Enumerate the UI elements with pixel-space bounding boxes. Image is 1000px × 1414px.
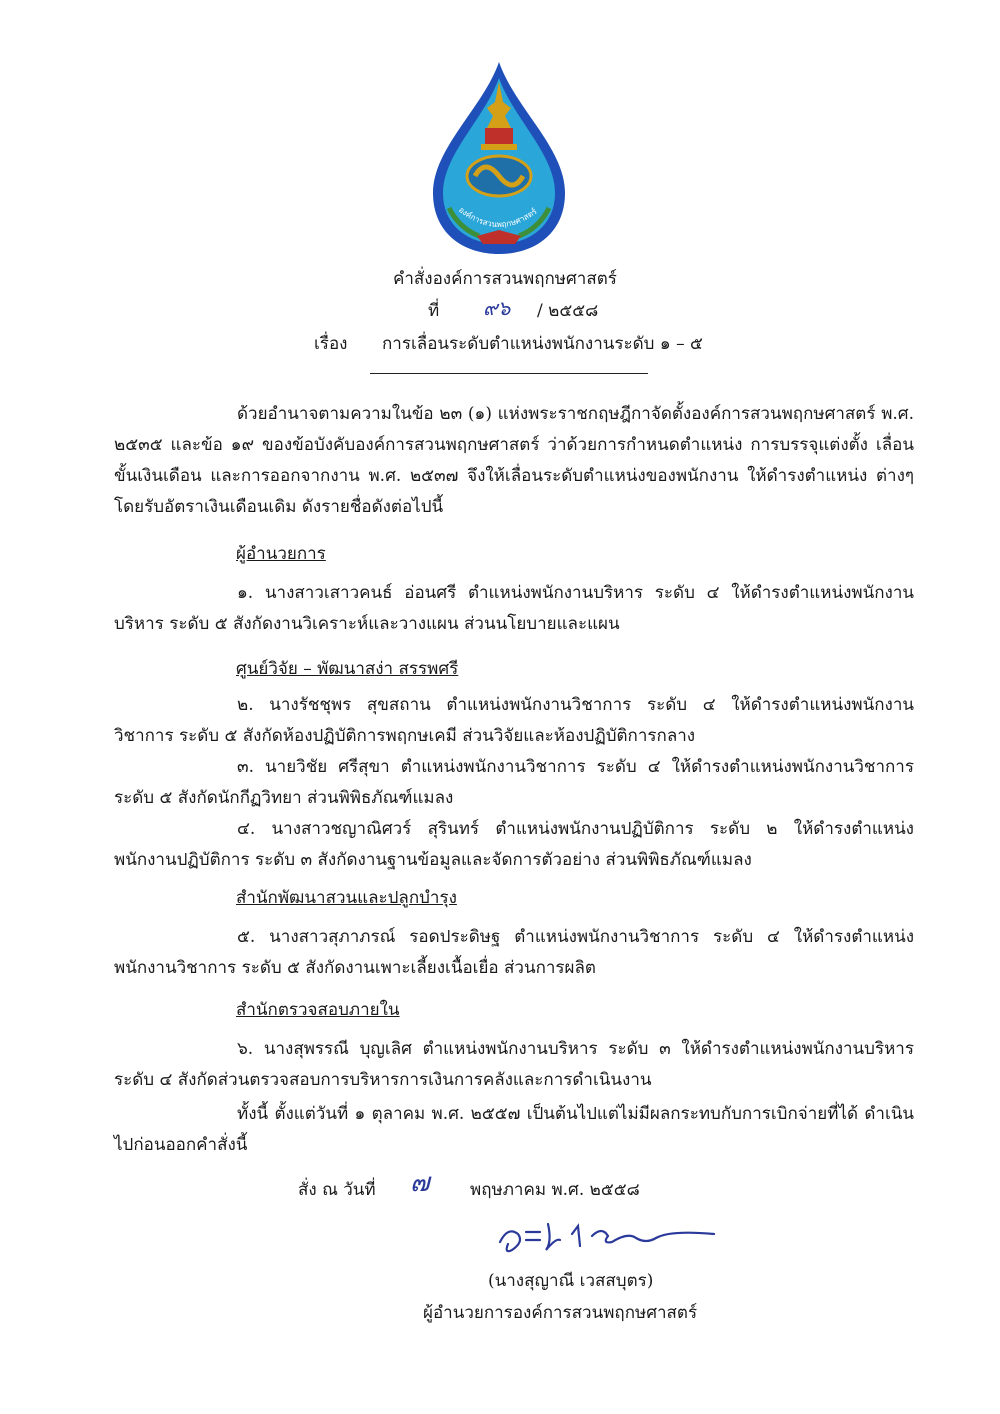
order-number-year: / ๒๕๕๘ [537, 301, 599, 321]
issued-prefix: สั่ง ณ วันที่ [298, 1180, 376, 1200]
effective-date-paragraph: ทั้งนี้ ตั้งแต่วันที่ ๑ ตุลาคม พ.ศ. ๒๕๕๗ เป็นต้นไปแต่ไม่มีผลกระทบกับการเบิกจ่ายที่ได้ ดำเนินไปก่อนออกคำสั่งนี้ [114, 1104, 914, 1155]
section-heading: ศูนย์วิจัย – พัฒนาสง่า สรรพศรี [236, 659, 459, 679]
handwritten-signature [488, 1212, 720, 1260]
preamble-paragraph: ด้วยอำนาจตามความในข้อ ๒๓ (๑) แห่งพระราชกฤษฎีกาจัดตั้งองค์การสวนพฤกษศาสตร์ พ.ศ. ๒๕๓๕ และข้อ ๑๙ ของข้อบังคับองค์การสวนพฤกษศาสตร์ ว่าด้วยการกำหนดตำแหน่ง การบรรจุแต่งตั้ง เลื่อนขั้นเงินเดือน และการออกจากงาน พ.ศ. ๒๕๓๗ จึงให้เลื่อนระดับตำแหน่งของพนักงาน ให้ดำรงตำแหน่ง ต่างๆ โดยรับอัตราเงินเดือนเดิม ดังรายชื่อดังต่อไปนี้ [114, 404, 914, 517]
issued-day-handwritten: ๗ [410, 1168, 430, 1198]
order-number-label: ที่ [428, 301, 440, 321]
signer-position: ผู้อำนวยการองค์การสวนพฤกษศาสตร์ [423, 1303, 698, 1323]
order-number-handwritten: ๙๖ [483, 296, 511, 320]
list-item: ๕. นางสาวสุภาภรณ์ รอดประดิษฐ ตำแหน่งพนักงานวิชาการ ระดับ ๔ ให้ดำรงตำแหน่ง พนักงานวิชาการ ระดับ ๕ สังกัดงานเพาะเลี้ยงเนื้อเยื่อ ส่วนการผลิต [114, 927, 914, 978]
logo-arc-text: องค์การสวนพฤกษศาสตร์ [456, 205, 539, 230]
section-heading: ผู้อำนวยการ [236, 544, 326, 564]
list-item: ๔. นางสาวชญาณิศวร์ สุรินทร์ ตำแหน่งพนักงานปฏิบัติการ ระดับ ๒ ให้ดำรงตำแหน่ง พนักงานปฏิบัติการ ระดับ ๓ สังกัดงานฐานข้อมูลและจัดการตัวอย่าง ส่วนพิพิธภัณฑ์แมลง [114, 819, 914, 870]
title-divider [370, 373, 648, 374]
list-item: ๒. นางรัชชุพร สุขสถาน ตำแหน่งพนักงานวิชาการ ระดับ ๔ ให้ดำรงตำแหน่งพนักงาน วิชาการ ระดับ ๕ สังกัดห้องปฏิบัติการพฤกษเคมี ส่วนวิจัยและห้องปฏิบัติการกลาง [114, 695, 914, 746]
list-item: ๑. นางสาวเสาวคนธ์ อ่อนศรี ตำแหน่งพนักงานบริหาร ระดับ ๔ ให้ดำรงตำแหน่งพนักงาน บริหาร ระดับ ๕ สังกัดงานวิเคราะห์และวางแผน ส่วนนโยบายและแผน [114, 583, 914, 634]
order-title: คำสั่งองค์การสวนพฤกษศาสตร์ [393, 269, 617, 289]
section-heading: สำนักตรวจสอบภายใน [236, 1000, 400, 1020]
signer-name: (นางสุญาณี เวสสบุตร) [488, 1271, 654, 1291]
subject-label: เรื่อง [314, 334, 348, 354]
list-item: ๖. นางสุพรรณี บุญเลิศ ตำแหน่งพนักงานบริหาร ระดับ ๓ ให้ดำรงตำแหน่งพนักงานบริหาร ระดับ ๔ สังกัดส่วนตรวจสอบการบริหารการเงินการคลังและการดำเนินงาน [114, 1039, 914, 1090]
botanical-garden-logo [425, 58, 573, 258]
issued-month-year: พฤษภาคม พ.ศ. ๒๕๕๘ [470, 1180, 640, 1200]
section-heading: สำนักพัฒนาสวนและปลูกบำรุง [236, 888, 457, 908]
list-item: ๓. นายวิชัย ศรีสุขา ตำแหน่งพนักงานวิชาการ ระดับ ๔ ให้ดำรงตำแหน่งพนักงานวิชาการ ระดับ ๕ สังกัดนักกีฏวิทยา ส่วนพิพิธภัณฑ์แมลง [114, 757, 914, 808]
subject-text: การเลื่อนระดับตำแหน่งพนักงานระดับ ๑ – ๕ [382, 334, 703, 354]
